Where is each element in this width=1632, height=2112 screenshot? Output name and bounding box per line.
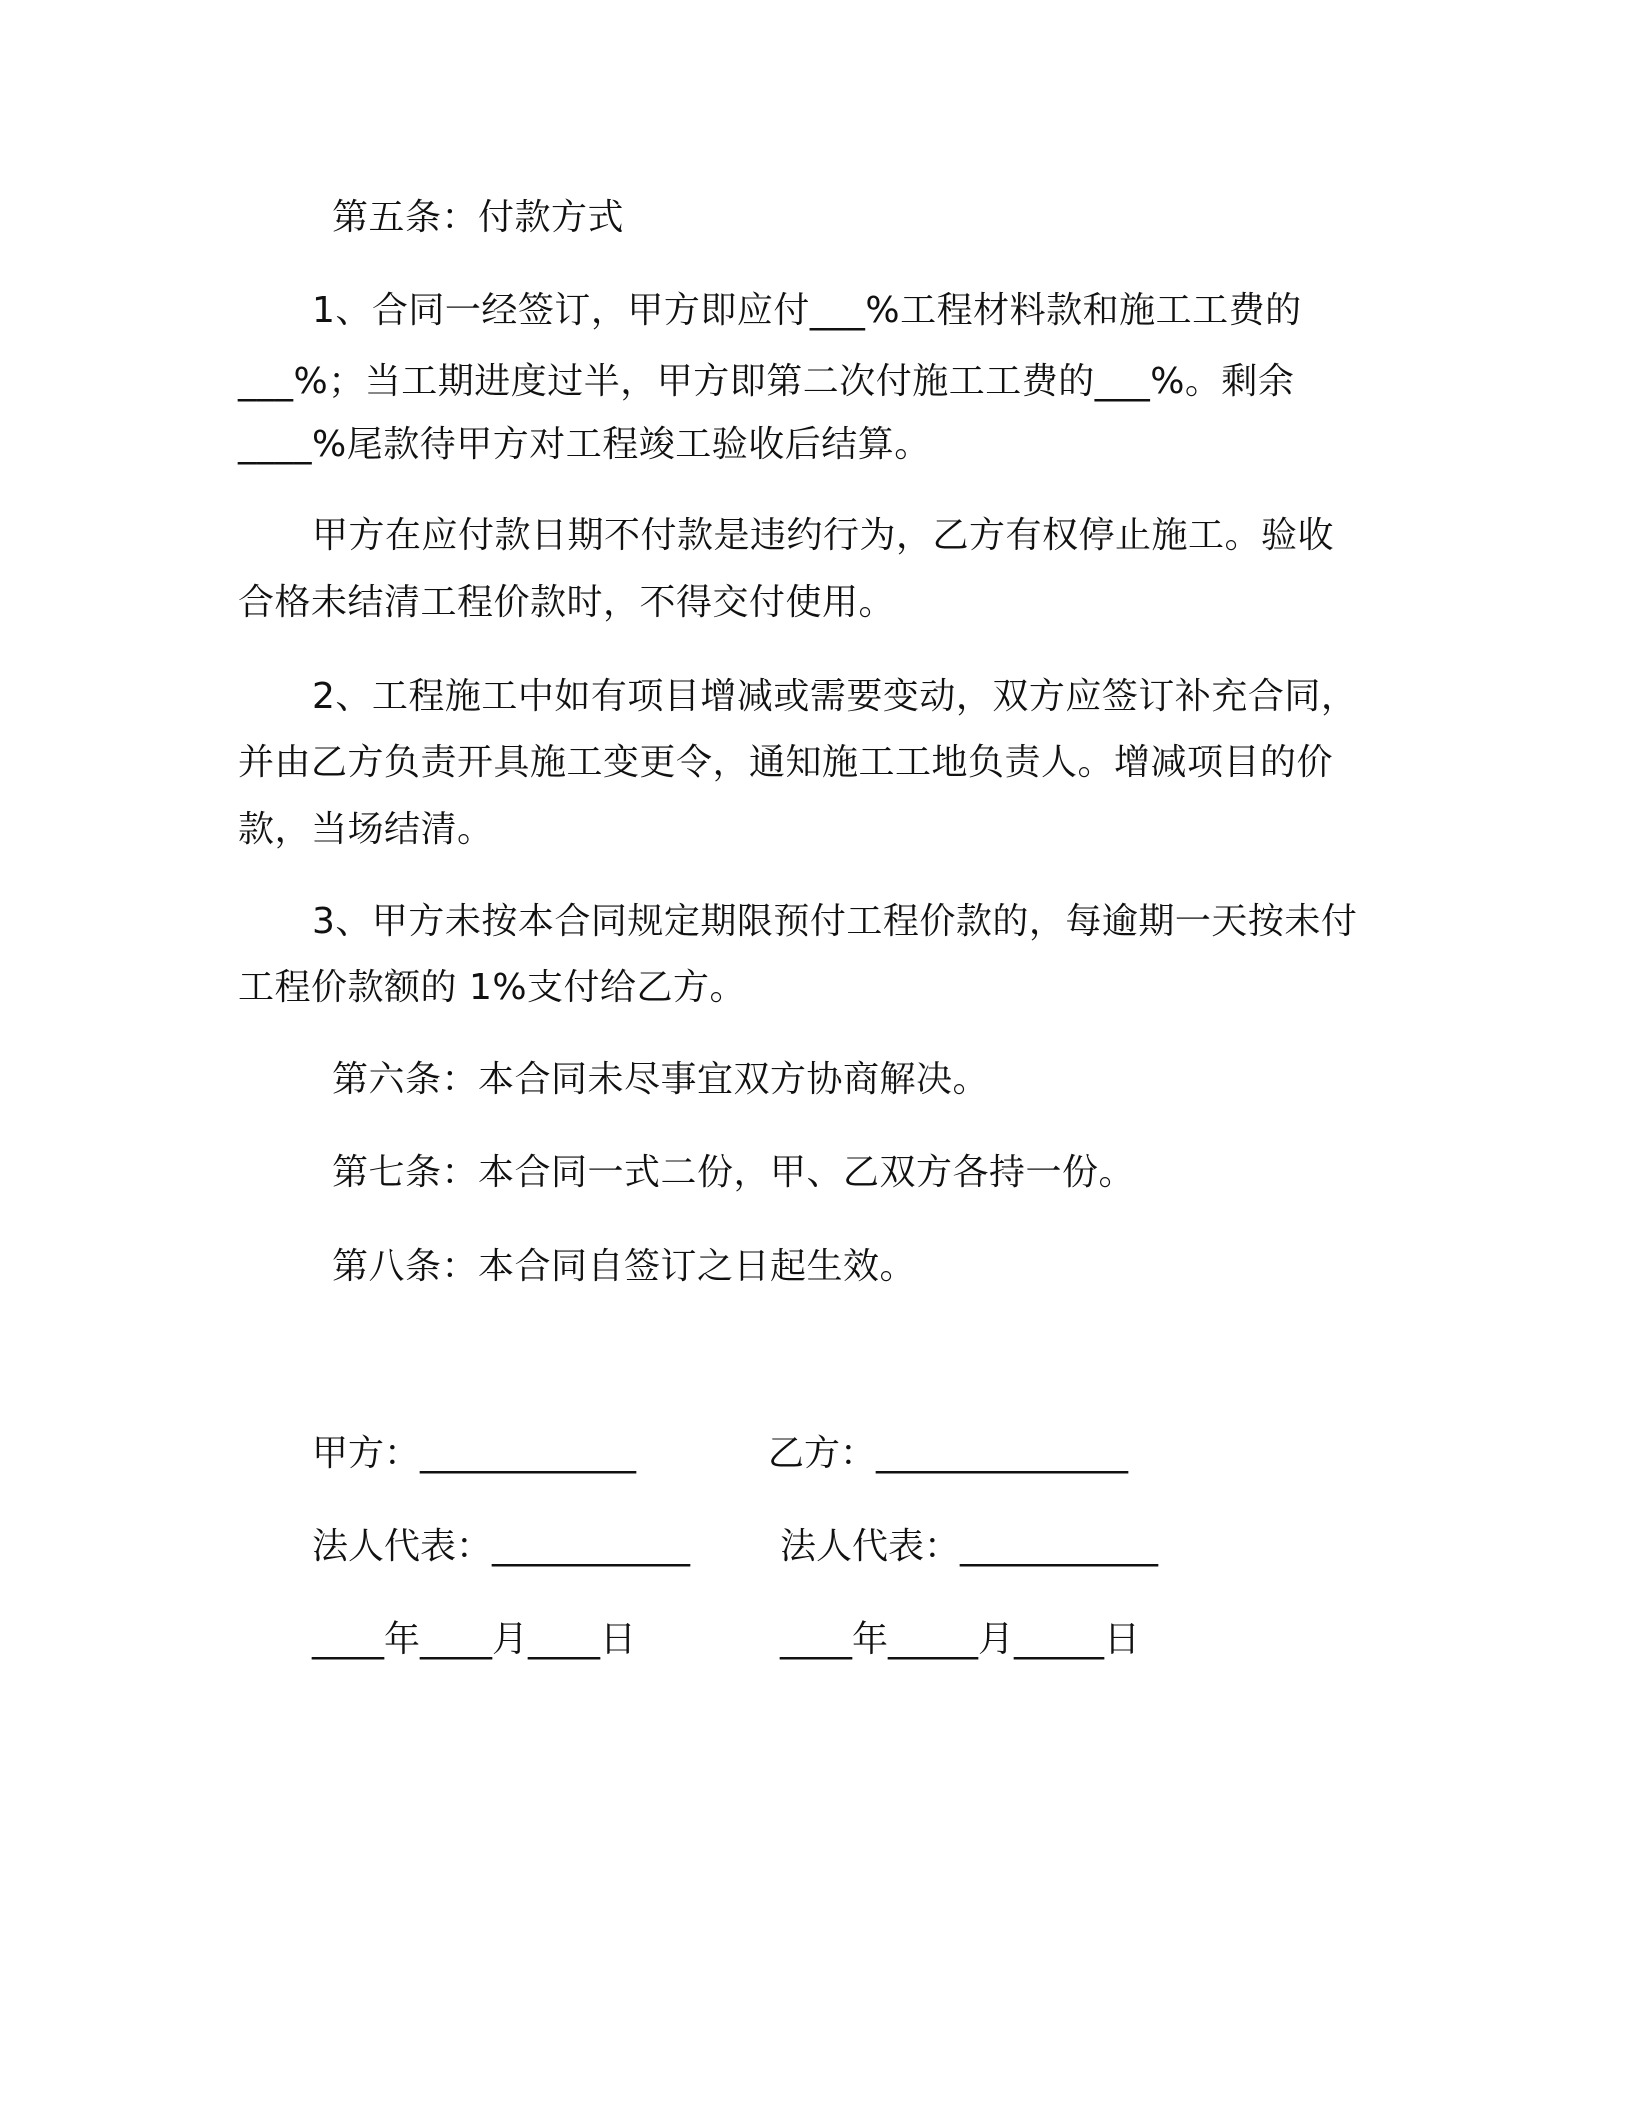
clause1-line2: ___%；当工期进度过半，甲方即第二次付施工工费的___%。剩余	[238, 361, 1295, 402]
clause3-line2: 工程价款额的 1%支付给乙方。	[238, 967, 747, 1008]
legal-rep-b: 法人代表：___________	[780, 1526, 1159, 1567]
clause2-line2: 并由乙方负责开具施工变更令，通知施工工地负责人。增减项目的价	[238, 742, 1334, 783]
clause2-line1: 2、工程施工中如有项目增减或需要变动，双方应签订补充合同，	[312, 676, 1358, 717]
note-line2: 合格未结清工程价款时，不得交付使用。	[238, 582, 896, 623]
clause2-line3: 款，当场结清。	[238, 809, 494, 850]
clause1-line1: 1、合同一经签订，甲方即应付___%工程材料款和施工工费的	[312, 290, 1302, 331]
article8: 第八条：本合同自签订之日起生效。	[332, 1246, 917, 1287]
date-a: ____年____月____日	[312, 1619, 637, 1660]
article6: 第六条：本合同未尽事宜双方协商解决。	[332, 1059, 990, 1100]
party-b-signature: 乙方：______________	[768, 1433, 1129, 1474]
legal-rep-a: 法人代表：___________	[312, 1526, 691, 1567]
note-line1: 甲方在应付款日期不付款是违约行为，乙方有权停止施工。验收	[312, 515, 1335, 556]
clause1-line3: ____%尾款待甲方对工程竣工验收后结算。	[238, 424, 931, 465]
date-b: ____年_____月_____日	[780, 1619, 1140, 1660]
clause3-line1: 3、甲方未按本合同规定期限预付工程价款的，每逾期一天按未付	[312, 901, 1358, 942]
party-a-signature: 甲方：____________	[312, 1433, 637, 1474]
article7: 第七条：本合同一式二份，甲、乙双方各持一份。	[332, 1152, 1136, 1193]
article5-heading: 第五条：付款方式	[332, 197, 625, 238]
